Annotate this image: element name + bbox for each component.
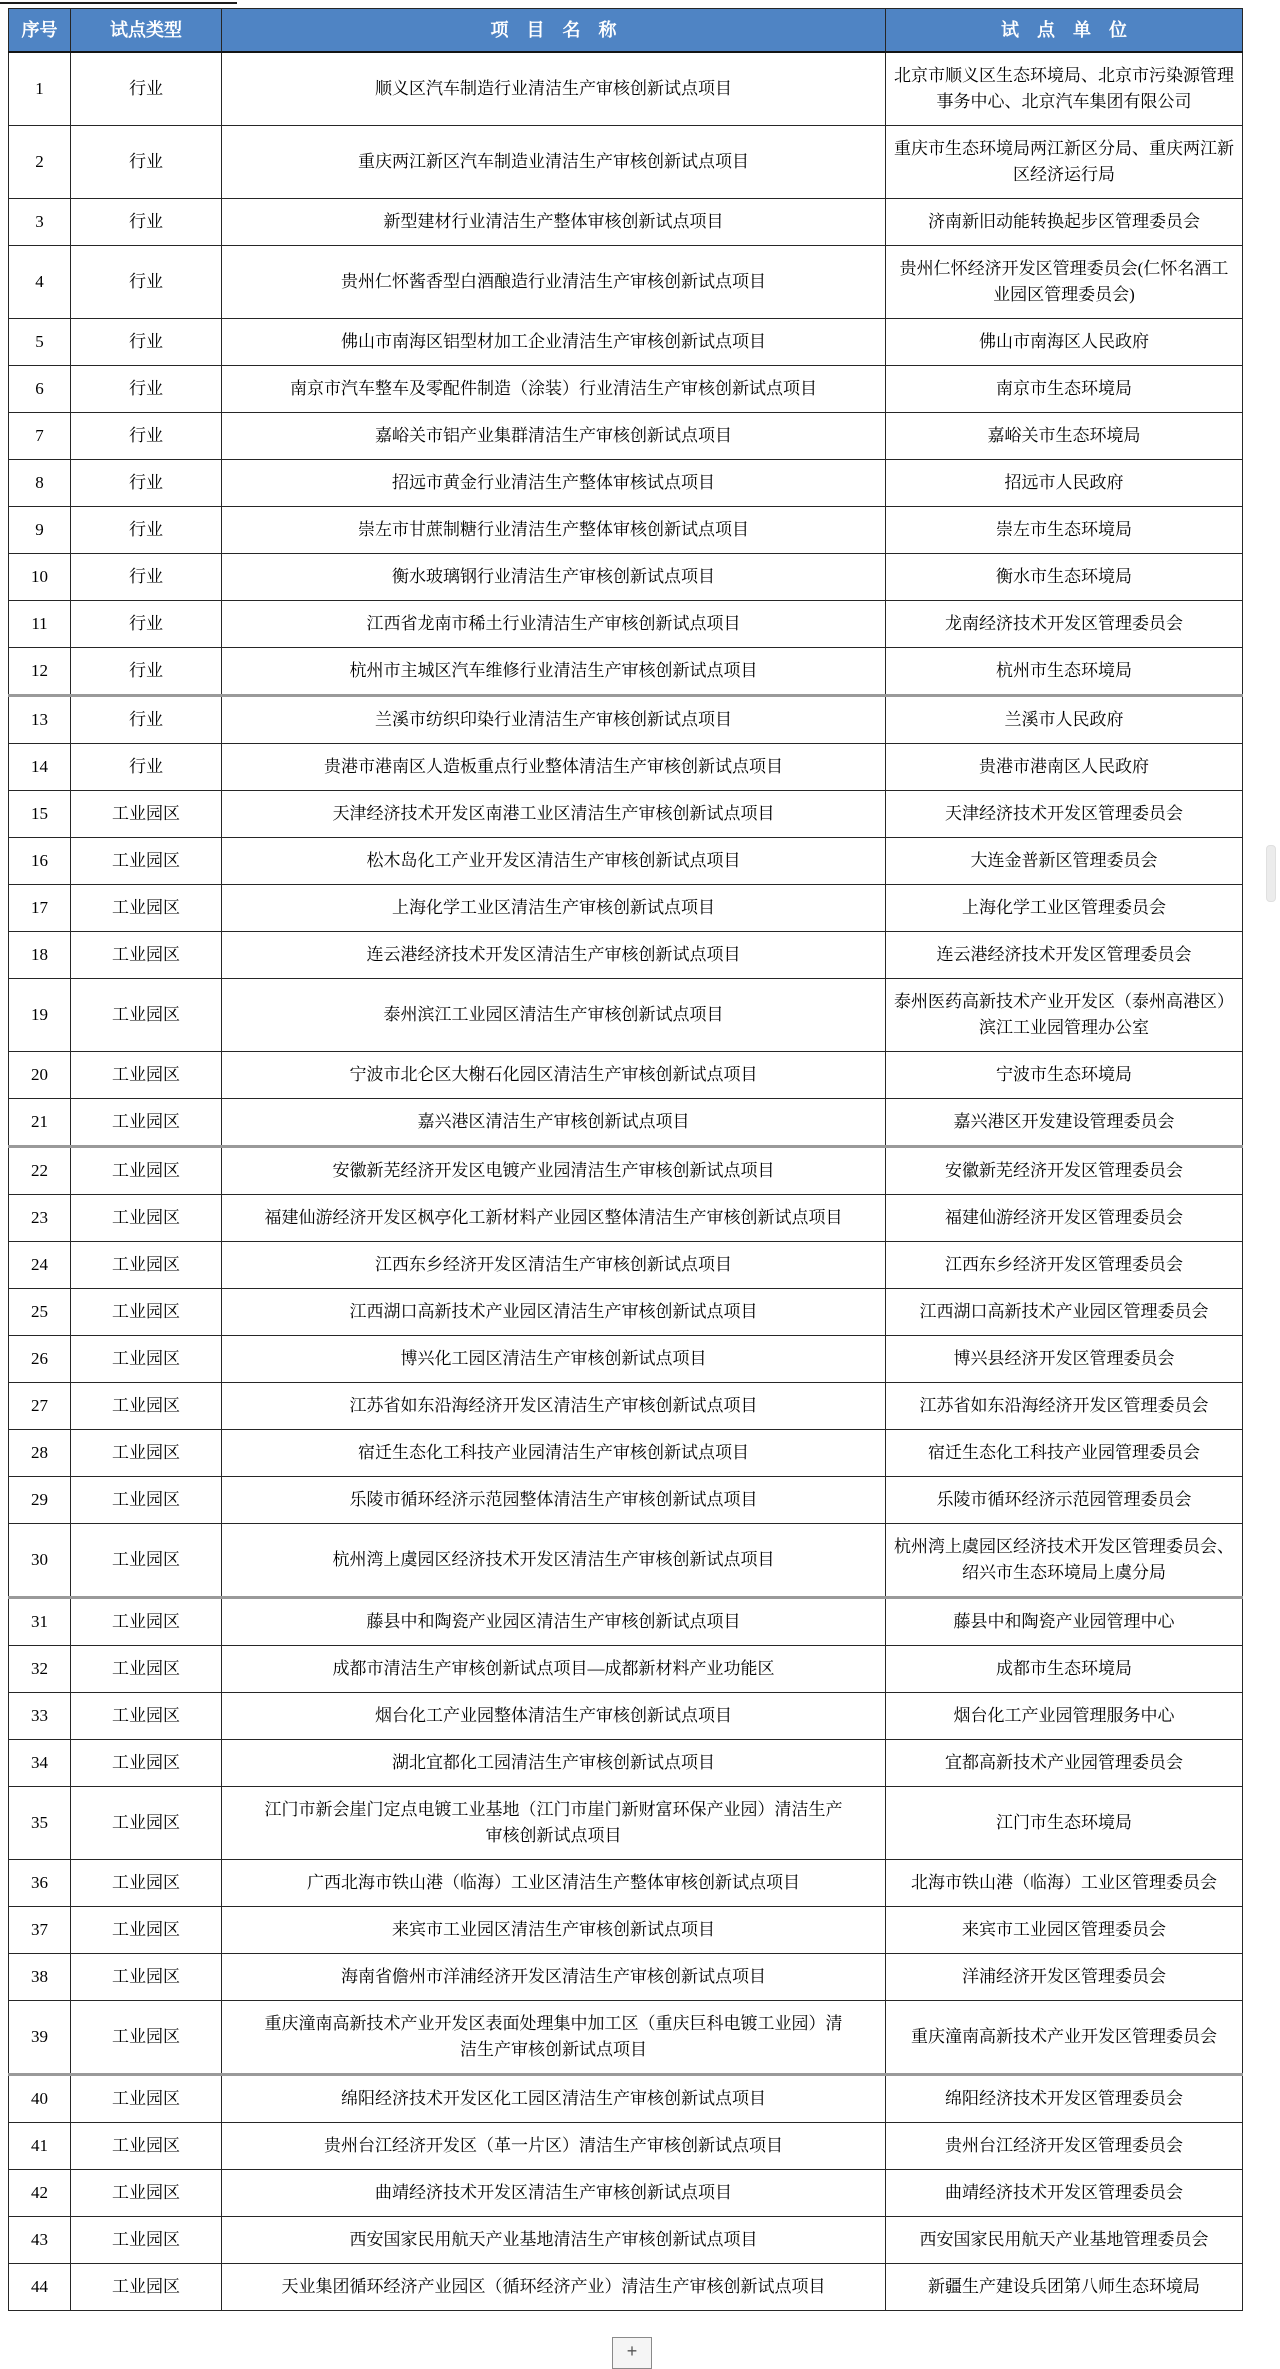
cell-pilot-type: 行业 xyxy=(71,246,222,319)
cell-pilot-type: 工业园区 xyxy=(71,2170,222,2217)
cell-pilot-unit: 博兴县经济开发区管理委员会 xyxy=(886,1336,1243,1383)
cell-project-name: 博兴化工园区清洁生产审核创新试点项目 xyxy=(222,1336,886,1383)
cell-seq-number: 24 xyxy=(9,1242,71,1289)
cell-pilot-type: 工业园区 xyxy=(71,1740,222,1787)
cell-project-name: 南京市汽车整车及零配件制造（涂装）行业清洁生产审核创新试点项目 xyxy=(222,366,886,413)
cell-seq-number: 42 xyxy=(9,2170,71,2217)
cell-seq-number: 34 xyxy=(9,1740,71,1787)
cell-pilot-unit: 宿迁生态化工科技产业园管理委员会 xyxy=(886,1430,1243,1477)
table-row xyxy=(9,1740,1243,1787)
cell-project-name: 招远市黄金行业清洁生产整体审核试点项目 xyxy=(222,460,886,507)
cell-pilot-unit: 嘉兴港区开发建设管理委员会 xyxy=(886,1099,1243,1147)
table-row xyxy=(9,199,1243,246)
cell-seq-number: 29 xyxy=(9,1477,71,1524)
table-row xyxy=(9,413,1243,460)
cell-seq-number: 43 xyxy=(9,2217,71,2264)
cell-seq-number: 28 xyxy=(9,1430,71,1477)
cell-pilot-unit: 泰州医药高新技术产业开发区（泰州高港区）滨江工业园管理办公室 xyxy=(886,979,1243,1052)
cell-pilot-unit: 贵州仁怀经济开发区管理委员会(仁怀名酒工业园区管理委员会) xyxy=(886,246,1243,319)
cell-project-name: 广西北海市铁山港（临海）工业区清洁生产整体审核创新试点项目 xyxy=(222,1860,886,1907)
cell-pilot-type: 行业 xyxy=(71,696,222,744)
cell-seq-number: 13 xyxy=(9,696,71,744)
table-row xyxy=(9,1242,1243,1289)
cell-seq-number: 18 xyxy=(9,932,71,979)
cell-seq-number: 12 xyxy=(9,648,71,696)
cell-project-name: 衡水玻璃钢行业清洁生产审核创新试点项目 xyxy=(222,554,886,601)
table-row xyxy=(9,791,1243,838)
cell-pilot-type: 工业园区 xyxy=(71,1195,222,1242)
cell-seq-number: 27 xyxy=(9,1383,71,1430)
cell-pilot-unit: 安徽新芜经济开发区管理委员会 xyxy=(886,1147,1243,1195)
table-row xyxy=(9,507,1243,554)
cell-pilot-unit: 天津经济技术开发区管理委员会 xyxy=(886,791,1243,838)
cell-pilot-unit: 上海化学工业区管理委员会 xyxy=(886,885,1243,932)
cell-pilot-type: 行业 xyxy=(71,413,222,460)
cell-seq-number: 44 xyxy=(9,2264,71,2311)
header-pilot-type: 试点类型 xyxy=(71,9,222,53)
cell-pilot-type: 工业园区 xyxy=(71,2001,222,2075)
cell-pilot-type: 行业 xyxy=(71,199,222,246)
page-edge-artifact xyxy=(0,2,237,4)
cell-seq-number: 9 xyxy=(9,507,71,554)
table-row xyxy=(9,1383,1243,1430)
table-row xyxy=(9,1954,1243,2001)
cell-project-name: 上海化学工业区清洁生产审核创新试点项目 xyxy=(222,885,886,932)
table-row xyxy=(9,366,1243,413)
cell-pilot-unit: 龙南经济技术开发区管理委员会 xyxy=(886,601,1243,648)
table-row xyxy=(9,2075,1243,2123)
cell-pilot-type: 行业 xyxy=(71,366,222,413)
cell-pilot-type: 工业园区 xyxy=(71,1954,222,2001)
cell-project-name: 江西湖口高新技术产业园区清洁生产审核创新试点项目 xyxy=(222,1289,886,1336)
cell-pilot-unit: 福建仙游经济开发区管理委员会 xyxy=(886,1195,1243,1242)
cell-project-name: 福建仙游经济开发区枫亭化工新材料产业园区整体清洁生产审核创新试点项目 xyxy=(222,1195,886,1242)
header-seq-number: 序号 xyxy=(9,9,71,53)
table-row xyxy=(9,932,1243,979)
cell-project-name: 藤县中和陶瓷产业园区清洁生产审核创新试点项目 xyxy=(222,1598,886,1646)
cell-project-name: 杭州市主城区汽车维修行业清洁生产审核创新试点项目 xyxy=(222,648,886,696)
cell-project-name: 佛山市南海区铝型材加工企业清洁生产审核创新试点项目 xyxy=(222,319,886,366)
table-row xyxy=(9,1430,1243,1477)
cell-pilot-unit: 杭州湾上虞园区经济技术开发区管理委员会、绍兴市生态环境局上虞分局 xyxy=(886,1524,1243,1598)
cell-pilot-type: 行业 xyxy=(71,554,222,601)
cell-project-name: 江西省龙南市稀土行业清洁生产审核创新试点项目 xyxy=(222,601,886,648)
cell-project-name: 顺义区汽车制造行业清洁生产审核创新试点项目 xyxy=(222,52,886,126)
table-row xyxy=(9,2217,1243,2264)
cell-pilot-type: 工业园区 xyxy=(71,979,222,1052)
cell-pilot-type: 行业 xyxy=(71,126,222,199)
cell-pilot-unit: 曲靖经济技术开发区管理委员会 xyxy=(886,2170,1243,2217)
table-row xyxy=(9,2170,1243,2217)
cell-pilot-unit: 贵州台江经济开发区管理委员会 xyxy=(886,2123,1243,2170)
cell-pilot-type: 工业园区 xyxy=(71,1336,222,1383)
cell-seq-number: 38 xyxy=(9,1954,71,2001)
table-row xyxy=(9,885,1243,932)
cell-pilot-unit: 江门市生态环境局 xyxy=(886,1787,1243,1860)
cell-project-name: 泰州滨江工业园区清洁生产审核创新试点项目 xyxy=(222,979,886,1052)
cell-seq-number: 30 xyxy=(9,1524,71,1598)
cell-pilot-unit: 西安国家民用航天产业基地管理委员会 xyxy=(886,2217,1243,2264)
cell-pilot-unit: 江西东乡经济开发区管理委员会 xyxy=(886,1242,1243,1289)
table-row xyxy=(9,1860,1243,1907)
table-row xyxy=(9,1477,1243,1524)
cell-project-name: 重庆潼南高新技术产业开发区表面处理集中加工区（重庆巨科电镀工业园）清洁生产审核创新试点项目 xyxy=(222,2001,886,2075)
cell-seq-number: 4 xyxy=(9,246,71,319)
cell-project-name: 海南省儋州市洋浦经济开发区清洁生产审核创新试点项目 xyxy=(222,1954,886,2001)
cell-pilot-type: 工业园区 xyxy=(71,1052,222,1099)
table-row xyxy=(9,1646,1243,1693)
cell-pilot-type: 工业园区 xyxy=(71,1598,222,1646)
cell-project-name: 江西东乡经济开发区清洁生产审核创新试点项目 xyxy=(222,1242,886,1289)
cell-project-name: 绵阳经济技术开发区化工园区清洁生产审核创新试点项目 xyxy=(222,2075,886,2123)
table-row xyxy=(9,744,1243,791)
table-row xyxy=(9,1099,1243,1147)
cell-pilot-type: 工业园区 xyxy=(71,885,222,932)
cell-seq-number: 10 xyxy=(9,554,71,601)
cell-pilot-type: 工业园区 xyxy=(71,2264,222,2311)
cell-project-name: 新型建材行业清洁生产整体审核创新试点项目 xyxy=(222,199,886,246)
cell-pilot-type: 工业园区 xyxy=(71,1907,222,1954)
cell-seq-number: 36 xyxy=(9,1860,71,1907)
header-pilot-unit: 试 点 单 位 xyxy=(886,9,1243,53)
cell-pilot-unit: 崇左市生态环境局 xyxy=(886,507,1243,554)
cell-pilot-type: 行业 xyxy=(71,52,222,126)
cell-pilot-type: 工业园区 xyxy=(71,1099,222,1147)
cell-pilot-unit: 洋浦经济开发区管理委员会 xyxy=(886,1954,1243,2001)
header-project-name: 项 目 名 称 xyxy=(222,9,886,53)
cell-project-name: 崇左市甘蔗制糖行业清洁生产整体审核创新试点项目 xyxy=(222,507,886,554)
cell-project-name: 宁波市北仑区大榭石化园区清洁生产审核创新试点项目 xyxy=(222,1052,886,1099)
table-row xyxy=(9,1524,1243,1598)
cell-pilot-unit: 兰溪市人民政府 xyxy=(886,696,1243,744)
cell-seq-number: 11 xyxy=(9,601,71,648)
cell-pilot-type: 工业园区 xyxy=(71,1289,222,1336)
cell-seq-number: 41 xyxy=(9,2123,71,2170)
cell-seq-number: 21 xyxy=(9,1099,71,1147)
cell-seq-number: 1 xyxy=(9,52,71,126)
cell-pilot-unit: 嘉峪关市生态环境局 xyxy=(886,413,1243,460)
cell-pilot-type: 工业园区 xyxy=(71,2123,222,2170)
cell-pilot-type: 行业 xyxy=(71,319,222,366)
cell-pilot-unit: 乐陵市循环经济示范园管理委员会 xyxy=(886,1477,1243,1524)
cell-pilot-type: 工业园区 xyxy=(71,2075,222,2123)
table-row xyxy=(9,1147,1243,1195)
cell-pilot-unit: 藤县中和陶瓷产业园管理中心 xyxy=(886,1598,1243,1646)
cell-pilot-type: 行业 xyxy=(71,744,222,791)
cell-project-name: 连云港经济技术开发区清洁生产审核创新试点项目 xyxy=(222,932,886,979)
table-row xyxy=(9,319,1243,366)
cell-seq-number: 37 xyxy=(9,1907,71,1954)
cell-pilot-unit: 江苏省如东沿海经济开发区管理委员会 xyxy=(886,1383,1243,1430)
cell-project-name: 曲靖经济技术开发区清洁生产审核创新试点项目 xyxy=(222,2170,886,2217)
table-row xyxy=(9,1289,1243,1336)
table-row xyxy=(9,52,1243,126)
cell-seq-number: 22 xyxy=(9,1147,71,1195)
table-row xyxy=(9,1336,1243,1383)
cell-pilot-type: 工业园区 xyxy=(71,1524,222,1598)
cell-project-name: 安徽新芜经济开发区电镀产业园清洁生产审核创新试点项目 xyxy=(222,1147,886,1195)
cell-seq-number: 20 xyxy=(9,1052,71,1099)
cell-pilot-unit: 衡水市生态环境局 xyxy=(886,554,1243,601)
cell-pilot-unit: 南京市生态环境局 xyxy=(886,366,1243,413)
cell-pilot-type: 行业 xyxy=(71,460,222,507)
table-row xyxy=(9,1787,1243,1860)
cell-pilot-unit: 北海市铁山港（临海）工业区管理委员会 xyxy=(886,1860,1243,1907)
table-row xyxy=(9,648,1243,696)
cell-pilot-type: 工业园区 xyxy=(71,1383,222,1430)
cell-pilot-type: 工业园区 xyxy=(71,1787,222,1860)
cell-project-name: 贵州台江经济开发区（革一片区）清洁生产审核创新试点项目 xyxy=(222,2123,886,2170)
cell-pilot-unit: 来宾市工业园区管理委员会 xyxy=(886,1907,1243,1954)
cell-seq-number: 19 xyxy=(9,979,71,1052)
cell-pilot-unit: 新疆生产建设兵团第八师生态环境局 xyxy=(886,2264,1243,2311)
cell-pilot-type: 工业园区 xyxy=(71,1860,222,1907)
table-row xyxy=(9,126,1243,199)
cell-project-name: 西安国家民用航天产业基地清洁生产审核创新试点项目 xyxy=(222,2217,886,2264)
cell-pilot-type: 工业园区 xyxy=(71,1242,222,1289)
cell-pilot-unit: 重庆潼南高新技术产业开发区管理委员会 xyxy=(886,2001,1243,2075)
cell-project-name: 天津经济技术开发区南港工业区清洁生产审核创新试点项目 xyxy=(222,791,886,838)
cell-pilot-type: 工业园区 xyxy=(71,1477,222,1524)
cell-pilot-unit: 成都市生态环境局 xyxy=(886,1646,1243,1693)
cell-project-name: 江门市新会崖门定点电镀工业基地（江门市崖门新财富环保产业园）清洁生产审核创新试点项目 xyxy=(222,1787,886,1860)
cell-pilot-unit: 连云港经济技术开发区管理委员会 xyxy=(886,932,1243,979)
cell-pilot-unit: 烟台化工产业园管理服务中心 xyxy=(886,1693,1243,1740)
cell-pilot-unit: 杭州市生态环境局 xyxy=(886,648,1243,696)
cell-project-name: 宿迁生态化工科技产业园清洁生产审核创新试点项目 xyxy=(222,1430,886,1477)
cell-pilot-unit: 济南新旧动能转换起步区管理委员会 xyxy=(886,199,1243,246)
cell-pilot-unit: 重庆市生态环境局两江新区分局、重庆两江新区经济运行局 xyxy=(886,126,1243,199)
cell-pilot-unit: 贵港市港南区人民政府 xyxy=(886,744,1243,791)
cell-seq-number: 8 xyxy=(9,460,71,507)
cell-pilot-type: 工业园区 xyxy=(71,1430,222,1477)
table-row xyxy=(9,460,1243,507)
cell-pilot-unit: 绵阳经济技术开发区管理委员会 xyxy=(886,2075,1243,2123)
table-row xyxy=(9,554,1243,601)
pilot-projects-table xyxy=(8,8,1243,2311)
cell-seq-number: 26 xyxy=(9,1336,71,1383)
cell-project-name: 嘉峪关市铝产业集群清洁生产审核创新试点项目 xyxy=(222,413,886,460)
cell-project-name: 湖北宜都化工园清洁生产审核创新试点项目 xyxy=(222,1740,886,1787)
table-row xyxy=(9,1693,1243,1740)
cell-seq-number: 2 xyxy=(9,126,71,199)
cell-project-name: 天业集团循环经济产业园区（循环经济产业）清洁生产审核创新试点项目 xyxy=(222,2264,886,2311)
cell-project-name: 来宾市工业园区清洁生产审核创新试点项目 xyxy=(222,1907,886,1954)
cell-pilot-type: 工业园区 xyxy=(71,1693,222,1740)
cell-seq-number: 16 xyxy=(9,838,71,885)
table-row xyxy=(9,1598,1243,1646)
cell-pilot-type: 行业 xyxy=(71,648,222,696)
cell-project-name: 烟台化工产业园整体清洁生产审核创新试点项目 xyxy=(222,1693,886,1740)
table-row xyxy=(9,2123,1243,2170)
cell-pilot-unit: 北京市顺义区生态环境局、北京市污染源管理事务中心、北京汽车集团有限公司 xyxy=(886,52,1243,126)
cell-pilot-type: 工业园区 xyxy=(71,932,222,979)
cell-seq-number: 7 xyxy=(9,413,71,460)
cell-seq-number: 40 xyxy=(9,2075,71,2123)
cell-project-name: 成都市清洁生产审核创新试点项目—成都新材料产业功能区 xyxy=(222,1646,886,1693)
table-row xyxy=(9,838,1243,885)
cell-project-name: 江苏省如东沿海经济开发区清洁生产审核创新试点项目 xyxy=(222,1383,886,1430)
cell-pilot-unit: 江西湖口高新技术产业园区管理委员会 xyxy=(886,1289,1243,1336)
table-row xyxy=(9,601,1243,648)
cell-project-name: 乐陵市循环经济示范园整体清洁生产审核创新试点项目 xyxy=(222,1477,886,1524)
cell-pilot-type: 行业 xyxy=(71,601,222,648)
table-row xyxy=(9,246,1243,319)
cell-seq-number: 31 xyxy=(9,1598,71,1646)
table-row xyxy=(9,1195,1243,1242)
cell-pilot-unit: 佛山市南海区人民政府 xyxy=(886,319,1243,366)
cell-seq-number: 3 xyxy=(9,199,71,246)
table-row xyxy=(9,1907,1243,1954)
cell-pilot-type: 工业园区 xyxy=(71,2217,222,2264)
table-row xyxy=(9,979,1243,1052)
cell-project-name: 重庆两江新区汽车制造业清洁生产审核创新试点项目 xyxy=(222,126,886,199)
cell-project-name: 松木岛化工产业开发区清洁生产审核创新试点项目 xyxy=(222,838,886,885)
scrollbar-thumb[interactable] xyxy=(1266,845,1276,902)
cell-seq-number: 35 xyxy=(9,1787,71,1860)
table-row xyxy=(9,2001,1243,2075)
cell-seq-number: 23 xyxy=(9,1195,71,1242)
cell-project-name: 贵港市港南区人造板重点行业整体清洁生产审核创新试点项目 xyxy=(222,744,886,791)
table-row xyxy=(9,2264,1243,2311)
cell-project-name: 兰溪市纺织印染行业清洁生产审核创新试点项目 xyxy=(222,696,886,744)
cell-pilot-type: 行业 xyxy=(71,507,222,554)
cell-pilot-type: 工业园区 xyxy=(71,791,222,838)
table-row xyxy=(9,696,1243,744)
cell-project-name: 嘉兴港区清洁生产审核创新试点项目 xyxy=(222,1099,886,1147)
cell-seq-number: 32 xyxy=(9,1646,71,1693)
cell-pilot-type: 工业园区 xyxy=(71,838,222,885)
cell-project-name: 杭州湾上虞园区经济技术开发区清洁生产审核创新试点项目 xyxy=(222,1524,886,1598)
table-header-row xyxy=(9,9,1243,53)
cell-pilot-unit: 宜都高新技术产业园管理委员会 xyxy=(886,1740,1243,1787)
cell-pilot-type: 工业园区 xyxy=(71,1646,222,1693)
cell-pilot-unit: 招远市人民政府 xyxy=(886,460,1243,507)
table-row xyxy=(9,1052,1243,1099)
cell-pilot-type: 工业园区 xyxy=(71,1147,222,1195)
cell-pilot-unit: 宁波市生态环境局 xyxy=(886,1052,1243,1099)
cell-pilot-unit: 大连金普新区管理委员会 xyxy=(886,838,1243,885)
cell-seq-number: 33 xyxy=(9,1693,71,1740)
plus-icon: + xyxy=(626,2341,638,2361)
cell-seq-number: 39 xyxy=(9,2001,71,2075)
cell-project-name: 贵州仁怀酱香型白酒酿造行业清洁生产审核创新试点项目 xyxy=(222,246,886,319)
cell-seq-number: 15 xyxy=(9,791,71,838)
cell-seq-number: 6 xyxy=(9,366,71,413)
cell-seq-number: 17 xyxy=(9,885,71,932)
cell-seq-number: 25 xyxy=(9,1289,71,1336)
cell-seq-number: 5 xyxy=(9,319,71,366)
cell-seq-number: 14 xyxy=(9,744,71,791)
zoom-in-button[interactable] xyxy=(612,2337,652,2369)
